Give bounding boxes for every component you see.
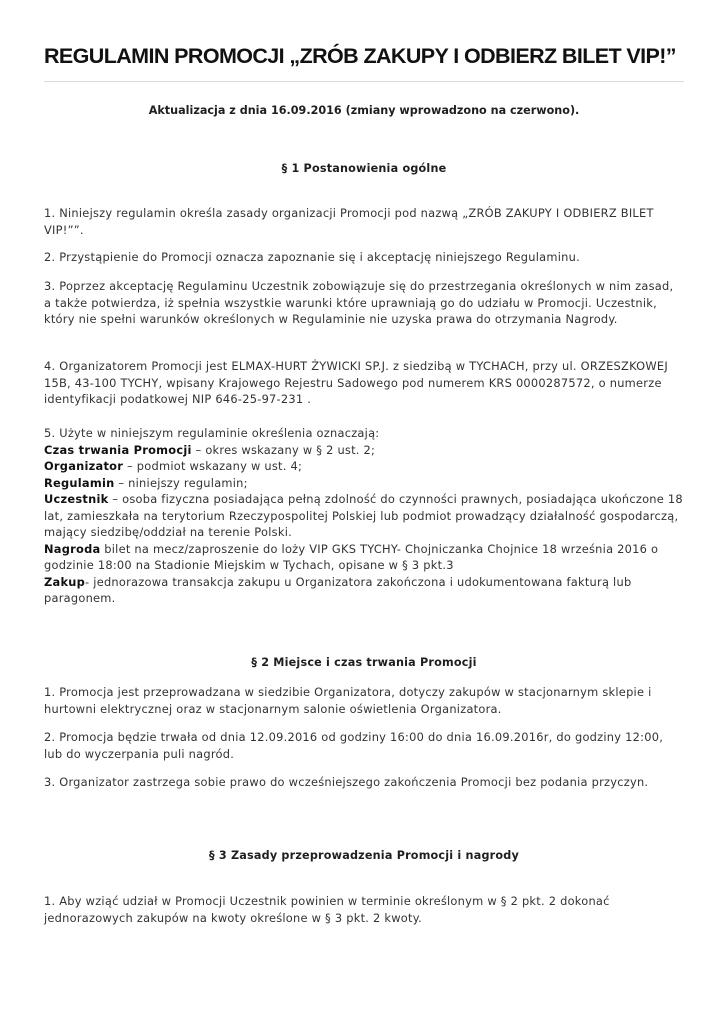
section-2-heading: § 2 Miejsce i czas trwania Promocji — [251, 656, 477, 669]
definition-term: Organizator — [44, 459, 124, 473]
definitions-intro: 5. Użyte w niniejszym regulaminie określenia oznaczają: — [44, 426, 380, 440]
definition-text: – podmiot wskazany w ust. 4; — [123, 459, 303, 473]
definition-text: – okres wskazany w § 2 ust. 2; — [191, 442, 376, 457]
definition-item — [44, 541, 684, 574]
definition-text: - jednorazowa transakcja zakupu u Organizatora zakończona i udokumentowana fakturą lub paragonem. — [44, 574, 632, 605]
definition-text: bilet na mecz/zaproszenie do loży VIP GKS TYCHY- Chojniczanka Chojnice 18 września 2016 o godzinie 18:00 na Stadionie Miejskim w Tychach, opisane w § 3 pkt.3 — [44, 541, 659, 572]
document-title: REGULAMIN PROMOCJI „ZRÓB ZAKUPY I ODBIERZ BILET VIP!” — [44, 44, 676, 68]
title-divider — [44, 81, 684, 82]
definition-item — [44, 491, 684, 541]
section-2-paragraph-2: 2. Promocja będzie trwała od dnia 12.09.2016 od godziny 16:00 do dnia 16.09.2016r, do godziny 12:00, lub do wyczerpania puli nagród. — [44, 730, 664, 761]
section-2-paragraph-1: 1. Promocja jest przeprowadzana w siedzibie Organizatora, dotyczy zakupów w stacjonarnym sklepie i hurtowni elektrycznej oraz w stacjonarnym salonie oświetlenia Organizatora. — [44, 685, 652, 716]
section-3-paragraph-1: 1. Aby wziąć udział w Promocji Uczestnik powinien w terminie określonym w § 2 pkt. 2 dokonać jednorazowych zakupów na kwoty określone w § 3 pkt. 2 kwoty. — [44, 894, 610, 925]
definition-text: – osoba fizyczna posiadająca pełną zdolność do czynności prawnych, posiadająca ukończone 18 lat, zamieszkała na terytorium Rzeczypospolitej Polskiej lub podmiot prowadzący działalność gospodarczą, mający siedzibę/oddział na terenie Polski. — [44, 492, 683, 539]
section-1-heading: § 1 Postanowienia ogólne — [281, 162, 447, 175]
section-2-paragraph-3: 3. Organizator zastrzega sobie prawo do wcześniejszego zakończenia Promocji bez podania przyczyn. — [44, 775, 649, 789]
section-1-paragraph-3: 3. Poprzez akceptację Regulaminu Uczestnik zobowiązuje się do przestrzegania określonych w nim zasad, a także potwierdza, iż spełnia wszystkie warunki które uprawniają go do udziału w Promocji. Uczestnik, który nie spełni warunków określonych w Regulaminie nie uzyska prawa do otrzymania Nagrody. — [44, 279, 674, 326]
definition-term: Nagroda — [44, 541, 101, 556]
definition-item — [44, 574, 684, 607]
section-1-paragraph-1: 1. Niniejszy regulamin określa zasady organizacji Promocji pod nazwą „ZRÓB ZAKUPY I ODBIERZ BILET VIP!””. — [44, 206, 654, 237]
section-1-paragraph-4: 4. Organizatorem Promocji jest ELMAX-HURT ŻYWICKI SP.J. z siedzibą w TYCHACH, przy ul. ORZESZKOWEJ 15B, 43-100 TYCHY, wpisany Krajowego Rejestru Sadowego pod numerem KRS 0000287572, o numerze identyfikacji podatkowej NIP 646-25-97-231 . — [44, 359, 668, 406]
definition-text: – niniejszy regulamin; — [114, 475, 248, 490]
definition-item — [44, 475, 684, 492]
definition-term: Regulamin — [44, 475, 115, 490]
definition-term: Zakup — [44, 574, 86, 589]
section-3-heading: § 3 Zasady przeprowadzenia Promocji i nagrody — [208, 849, 519, 862]
definitions-block — [44, 425, 684, 607]
definition-item — [44, 458, 684, 475]
definition-item — [44, 442, 684, 459]
definition-term: Czas trwania Promocji — [44, 442, 192, 457]
update-note: Aktualizacja z dnia 16.09.2016 (zmiany wprowadzono na czerwono). — [148, 104, 580, 117]
section-1-paragraph-2: 2. Przystąpienie do Promocji oznacza zapoznanie się i akceptację niniejszego Regulaminu. — [44, 250, 580, 264]
definition-term: Uczestnik — [44, 492, 109, 506]
